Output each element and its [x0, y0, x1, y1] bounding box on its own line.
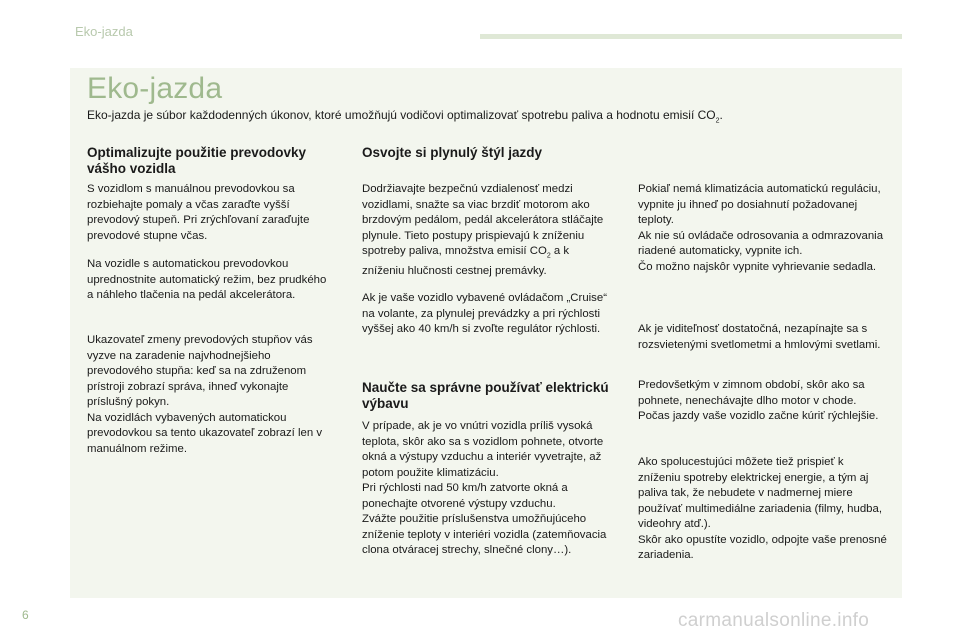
lights-paragraph: Ak je viditeľnosť dostatočná, nezapínajte sa s rozsvietenými svetlometmi a hmlovými svetlami.: [638, 323, 881, 351]
header-rule: [480, 34, 902, 39]
page-title: Eko-jazda: [87, 72, 223, 105]
intro-text: Eko-jazda je súbor každodenných úkonov, ktoré umožňujú vodičovi optimalizovať spotrebu paliva a hodnotu emisií CO: [87, 108, 716, 122]
intro-paragraph: [87, 108, 887, 128]
driving-style-paragraph-1: [362, 182, 614, 279]
intro-subscript: 2: [715, 117, 720, 125]
gearbox-paragraph-2: Na vozidle s automatickou prevodovkou uprednostnite automatický režim, bez prudkého a náhleho tlačenia na pedál akcelerátora.: [87, 258, 327, 301]
co2-subscript: 2: [546, 252, 551, 260]
section-header: Eko-jazda: [75, 24, 133, 39]
aircon-paragraph: Pokiaľ nemá klimatizácia automatickú reguláciu, vypnite ju ihneď po dosiahnutí požadovanej teploty. Ak nie sú ovládače odrosovania a odmrazovania riadené automaticky, vypnite ich. Čo možno najskôr vypnite vyhrievanie sedadla.: [638, 183, 884, 273]
electrical-heading: Naučte sa správne používať elektrickú výbavu: [362, 380, 609, 411]
passenger-paragraph: Ako spolucestujúci môžete tiež prispieť k zníženiu spotreby elektrickej energie, a tým aj paliva tak, že nebudete v nadmernej miere používať multimediálne zariadenia (filmy, hudba, videohry atď.). Skôr ako opustíte vozidlo, odpojte vaše prenosné zariadenia.: [638, 456, 887, 561]
driving-style-text-b: a k zníženiu hlučnosti cestnej premávky.: [362, 245, 570, 277]
electrical-paragraph: V prípade, ak je vo vnútri vozidla príliš vysoká teplota, skôr ako sa s vozidlom pohnete, otvorte okná a výstupy vzduchu a interiér vyvetrajte, až potom použite klimatizáciu. Pri rýchlosti nad 50 km/h zatvorte okná a ponechajte otvorené výstupy vzduchu. Zvážte použitie príslušenstva umožňujúceho zníženie teploty v interiéri vozidla (zatemňovacia clona otváracej strechy, slnečné clony…).: [362, 420, 607, 556]
driving-style-text-a: Dodržiavajte bezpečnú vzdialenosť medzi vozidlami, snažte sa viac brzdiť motorom ako brzdovým pedálom, pedál akcelerátora stláčajte plynule. Tieto postupy prispievajú k zníženiu spotreby paliva, množstva emisií CO: [362, 183, 604, 257]
gearbox-paragraph-3: Ukazovateľ zmeny prevodových stupňov vás vyzve na zaradenie najvhodnejšieho prevodového stupňa: keď sa na združenom prístroji zobrazí správa, ihneď vykonajte príslušný pokyn. Na vozidlách vybavených automatickou prevodovkou sa tento ukazovateľ zobrazí len v manuálnom režime.: [87, 334, 323, 455]
driving-style-paragraph-2: Ak je vaše vozidlo vybavené ovládačom „Cruise“ na volante, za plynulej prevádzky a pri rýchlosti vyššej ako 40 km/h si zvoľte regulátor rýchlosti.: [362, 292, 608, 335]
gearbox-paragraph-1: S vozidlom s manuálnou prevodovkou sa rozbiehajte pomaly a včas zaraďte vyšší prevodový stupeň. Pri zrýchľovaní zaraďujte prevodové stupne včas.: [87, 183, 310, 242]
winter-paragraph: Predovšetkým v zimnom období, skôr ako sa pohnete, nenechávajte dlho motor v chode. Počas jazdy vaše vozidlo začne kúriť rýchlejšie.: [638, 379, 879, 422]
page-number: 6: [22, 608, 29, 622]
driving-style-heading: Osvojte si plynulý štýl jazdy: [362, 145, 543, 160]
intro-end: .: [719, 108, 723, 122]
watermark: carmanualsonline.info: [678, 610, 870, 631]
gearbox-heading: Optimalizujte použitie prevodovky vášho vozidla: [87, 145, 307, 176]
